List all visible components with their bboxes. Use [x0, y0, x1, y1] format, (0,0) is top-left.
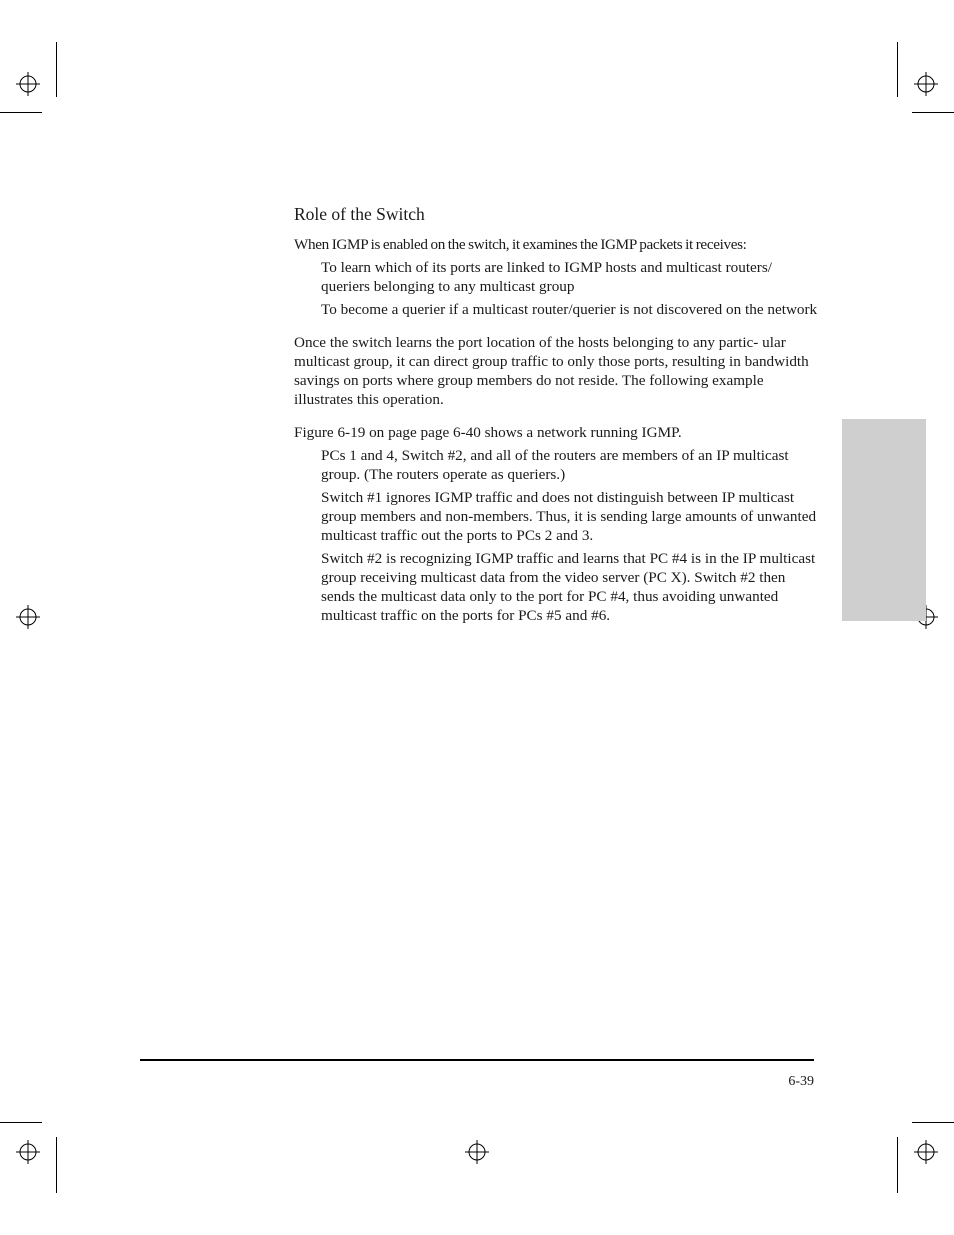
intro-paragraph: When IGMP is enabled on the switch, it examines the IGMP packets it receives: — [294, 236, 747, 253]
crop-mark — [56, 42, 57, 97]
registration-mark-icon — [914, 72, 938, 96]
crop-mark — [0, 1122, 42, 1123]
crop-mark — [897, 1137, 898, 1193]
crop-mark — [897, 42, 898, 97]
registration-mark-icon — [16, 605, 40, 629]
crop-mark — [56, 1137, 57, 1193]
crop-mark — [912, 112, 954, 113]
list-item: Switch #1 ignores IGMP traffic and does not distinguish between IP multicast group members and non-members. Thus, it is sending large amounts of unwanted multicast traffic out the ports to PCs 2 and 3. — [321, 489, 817, 544]
section-content — [294, 202, 819, 629]
crop-mark — [0, 112, 42, 113]
list-item: Switch #2 is recognizing IGMP traffic and learns that PC #4 is in the IP multicast group receiving multicast data from the video server (PC X). Switch #2 then sends the multicast data only to the port for PC #4, thus avoiding unwanted multicast traffic on the ports for PCs #5 and #6. — [321, 550, 816, 624]
list-item: PCs 1 and 4, Switch #2, and all of the routers are members of an IP multicast group. (The routers operate as queriers.) — [321, 447, 789, 483]
example-bullet-list — [294, 446, 819, 625]
list-item: To learn which of its ports are linked to IGMP hosts and multicast routers/ queriers belonging to any multicast group — [321, 259, 772, 295]
registration-mark-icon — [16, 1140, 40, 1164]
registration-mark-icon — [16, 72, 40, 96]
registration-mark-icon — [465, 1140, 489, 1164]
footer-rule — [140, 1059, 814, 1061]
crop-mark — [912, 1122, 954, 1123]
list-item: To become a querier if a multicast router/querier is not discovered on the network — [321, 301, 818, 318]
body-paragraph: Once the switch learns the port location of the hosts belonging to any partic- ular multicast group, it can direct group traffic to only those ports, resulting in bandwidth savings on ports where group members do not reside. The following example illustrates this operation. — [294, 334, 809, 408]
intro-bullet-list — [294, 258, 819, 319]
page-number: 6-39 — [788, 1074, 814, 1089]
figure-reference-paragraph: Figure 6-19 on page page 6-40 shows a network running IGMP. — [294, 424, 682, 441]
section-heading: Role of the Switch — [294, 204, 425, 224]
registration-mark-icon — [914, 1140, 938, 1164]
chapter-tab — [842, 419, 926, 621]
